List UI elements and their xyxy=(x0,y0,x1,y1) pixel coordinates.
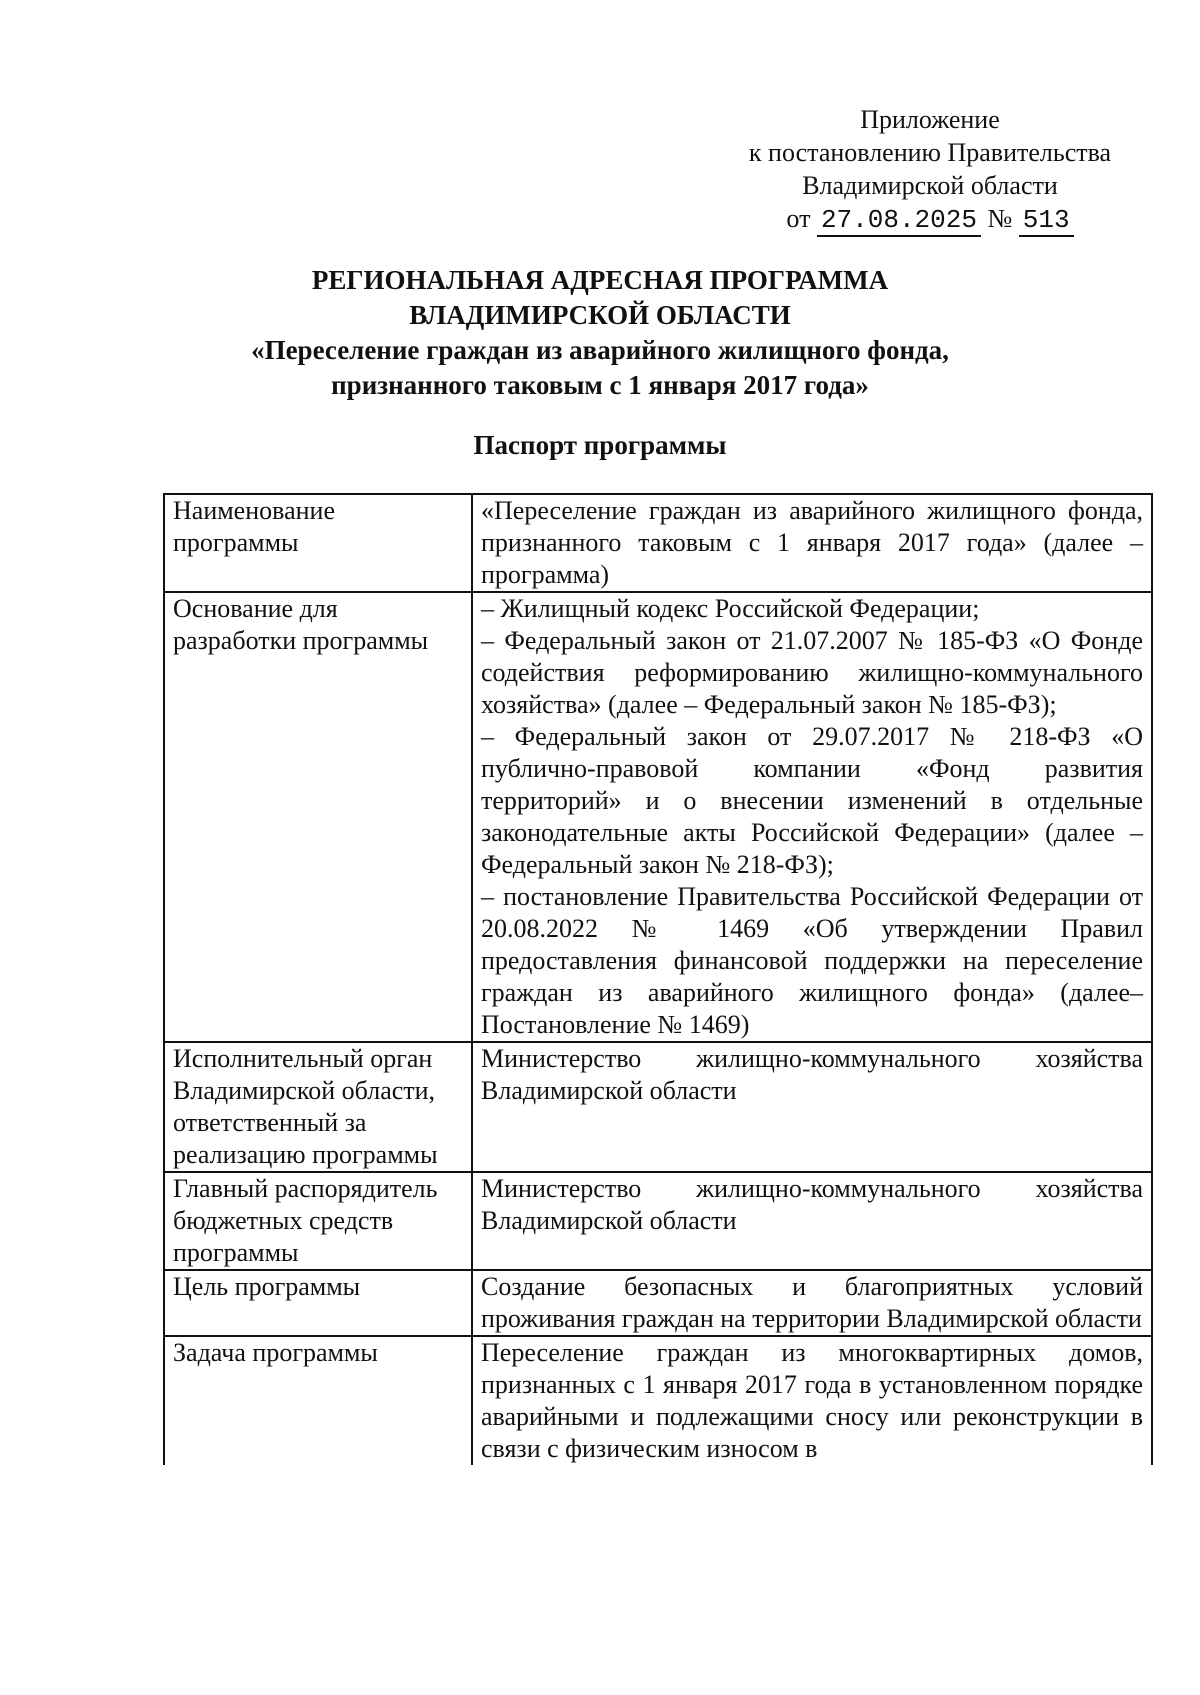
appendix-region: Владимирской области xyxy=(802,171,1058,200)
row-label: Цель программы xyxy=(164,1270,472,1336)
table-row xyxy=(164,494,1152,592)
value-line: Министерство жилищно-коммунального хозяйства Владимирской области xyxy=(481,1174,1143,1235)
value-line: Министерство жилищно-коммунального хозяйства Владимирской области xyxy=(481,1044,1143,1105)
row-label: Наименование программы xyxy=(164,494,472,592)
value-line: – постановление Правительства Российской Федерации от 20.08.2022 № 1469 «Об утверждении Правил предоставления финансовой поддержки на переселение граждан из аварийного жилищного фонда» (далее–Постановление № 1469) xyxy=(481,882,1143,1039)
row-label: Основание для разработки программы xyxy=(164,592,472,1042)
row-value xyxy=(472,1042,1152,1172)
program-title-line-2: ВЛАДИМИРСКОЙ ОБЛАСТИ xyxy=(409,300,791,330)
appendix-date-line xyxy=(700,202,1160,237)
value-line: – Федеральный закон от 21.07.2007 № 185-ФЗ «О Фонде содействия реформированию жилищно-коммунального хозяйства» (далее – Федеральный закон № 185-ФЗ); xyxy=(481,626,1143,719)
resolution-date: 27.08.2025 xyxy=(817,205,981,237)
value-line: «Переселение граждан из аварийного жилищного фонда, признанного таковым с 1 января 2017 года» (далее – программа) xyxy=(481,496,1143,589)
row-label: Главный распорядитель бюджетных средств программы xyxy=(164,1172,472,1270)
row-value xyxy=(472,1336,1152,1465)
row-value xyxy=(472,592,1152,1042)
value-line: – Жилищный кодекс Российской Федерации; xyxy=(481,594,980,623)
value-line: Создание безопасных и благоприятных условий проживания граждан на территории Владимирской области xyxy=(481,1272,1143,1333)
table-row xyxy=(164,1336,1152,1465)
appendix-block xyxy=(700,103,1160,237)
row-label: Задача программы xyxy=(164,1336,472,1465)
row-value xyxy=(472,1172,1152,1270)
resolution-number: 513 xyxy=(1019,205,1074,237)
appendix-label: Приложение xyxy=(860,105,1000,134)
program-title-line-1: РЕГИОНАЛЬНАЯ АДРЕСНАЯ ПРОГРАММА xyxy=(311,265,889,295)
table-row xyxy=(164,1042,1152,1172)
value-line: Переселение граждан из многоквартирных домов, признанных с 1 января 2017 года в установленном порядке аварийными и подлежащими сносу или реконструкции в связи с физическим износом в xyxy=(481,1338,1143,1463)
program-title-line-4: признанного таковым с 1 января 2017 года» xyxy=(331,370,869,400)
table-row xyxy=(164,1172,1152,1270)
table-row xyxy=(164,1270,1152,1336)
passport-table xyxy=(163,493,1153,1465)
value-line: – Федеральный закон от 29.07.2017 № 218-ФЗ «О публично-правовой компании «Фонд развития территорий» и о внесении изменений в отдельные законодательные акты Российской Федерации» (далее – Федеральный закон № 218-ФЗ); xyxy=(481,722,1143,879)
date-prefix: от xyxy=(786,204,811,233)
row-value xyxy=(472,494,1152,592)
table-row xyxy=(164,592,1152,1042)
section-title: Паспорт программы xyxy=(473,430,727,460)
row-value xyxy=(472,1270,1152,1336)
appendix-resolution: к постановлению Правительства xyxy=(748,138,1112,167)
row-label: Исполнительный орган Владимирской области, ответственный за реализацию программы xyxy=(164,1042,472,1172)
program-title-line-3: «Переселение граждан из аварийного жилищного фонда, xyxy=(251,335,949,365)
number-sign: № xyxy=(987,204,1013,233)
